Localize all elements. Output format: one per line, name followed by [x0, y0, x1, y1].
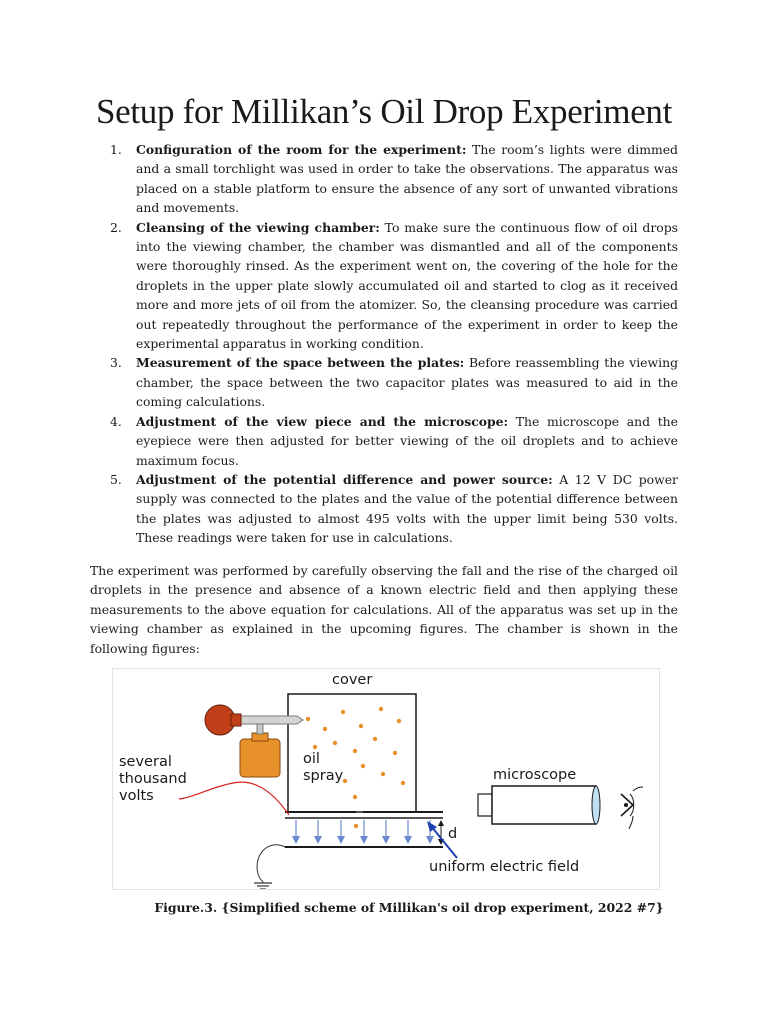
- list-item-heading: Adjustment of the potential difference and power source:: [136, 471, 553, 487]
- oil-droplet: [341, 710, 345, 714]
- oil-droplet: [333, 741, 337, 745]
- oil-droplet: [361, 764, 365, 768]
- electric-field-label: uniform electric field: [429, 859, 580, 875]
- oil-droplet: [373, 737, 377, 741]
- millikan-diagram: [112, 668, 660, 890]
- oil-droplet: [381, 772, 385, 776]
- microscope-eyepiece: [478, 794, 492, 816]
- list-item-heading: Measurement of the space between the plates:: [136, 355, 465, 371]
- list-number: 2.: [110, 219, 122, 235]
- list-item: [90, 140, 678, 218]
- eye-icon: [621, 787, 643, 829]
- field-arrow: [382, 820, 390, 844]
- volts-label-line-2: thousand: [119, 771, 187, 787]
- oil-droplet: [354, 824, 358, 828]
- diagram-svg: [113, 669, 659, 889]
- oil-droplet: [323, 727, 327, 731]
- high-voltage-wire: [179, 782, 289, 815]
- oil-droplet: [397, 719, 401, 723]
- setup-steps-list: [90, 140, 678, 548]
- ground-wire: [257, 845, 285, 883]
- oil-droplet: [401, 781, 405, 785]
- oil-droplet: [313, 745, 317, 749]
- microscope-label: microscope: [493, 767, 577, 783]
- oil-droplet: [393, 751, 397, 755]
- oil-droplet: [343, 779, 347, 783]
- volts-label-line-1: several: [119, 754, 172, 770]
- volts-label-line-3: volts: [119, 788, 154, 804]
- oil-droplet: [353, 795, 357, 799]
- list-item: [90, 412, 678, 470]
- figure-caption: Figure.3. {Simplified scheme of Millikan's oil drop experiment, 2022 #7}: [154, 900, 664, 915]
- list-item: [90, 470, 678, 548]
- cover-label: cover: [332, 672, 373, 688]
- page-title: Setup for Millikan’s Oil Drop Experiment: [95, 92, 673, 131]
- list-number: 1.: [110, 142, 122, 157]
- field-arrow: [360, 820, 368, 844]
- body-paragraph: The experiment was performed by carefully observing the fall and the rise of the charged oil droplets in the presence and absence of a known electric field and then applying these measurements to the above equation for calculations. All of the apparatus was set up in the viewing chamber as explained in the upcoming figures. The chamber is shown in the following figures:: [90, 563, 678, 656]
- field-arrow: [337, 820, 345, 844]
- oil-label: oil: [303, 751, 320, 767]
- list-item-heading: Configuration of the room for the experiment:: [136, 142, 467, 157]
- field-arrow: [404, 820, 412, 844]
- spray-label: spray: [303, 768, 344, 784]
- microscope-lens: [592, 786, 600, 824]
- field-arrow: [314, 820, 322, 844]
- oil-droplet: [379, 707, 383, 711]
- list-item-text: To make sure the continuous flow of oil drops into the viewing chamber, the chamber was dismantled and all of the components were thoroughly rinsed. As the experiment went on, the covering of the hole for the droplets in the upper plate slowly accumulated oil and started to clog as it received more and more jets of oil from the atomizer. So, the cleansing procedure was carried out repeatedly throughout the performance of the experiment in order to keep the experimental apparatus in working condition.: [136, 219, 678, 352]
- microscope: [478, 786, 600, 824]
- list-item: [90, 353, 678, 411]
- list-item-text: A 12 V DC power supply was connected to the plates and the value of the potential difference between the plates was adjusted to almost 495 volts with the upper limit being 530 volts. These readings were taken for use in calculations.: [136, 471, 678, 546]
- spacing-d-label: d: [448, 826, 458, 842]
- list-number: 4.: [110, 413, 122, 429]
- bulb-neck: [231, 714, 241, 726]
- microscope-tube: [492, 786, 596, 824]
- ground-symbol: [254, 883, 272, 889]
- list-item-text: The room’s lights were dimmed and a small torchlight was used in order to take the observations. The apparatus was placed on a stable platform to ensure the absence of any sort of unwanted vibrations and movements.: [136, 142, 678, 216]
- field-arrow: [292, 820, 300, 844]
- list-number: 3.: [110, 355, 122, 371]
- list-item-heading: Cleansing of the viewing chamber:: [136, 219, 380, 235]
- list-item-text: The microscope and the eyepiece were then adjusted for better viewing of the oil droplets and to achieve maximum focus.: [136, 413, 678, 468]
- oil-droplet: [306, 717, 310, 721]
- list-item-heading: Adjustment of the view piece and the microscope:: [136, 413, 509, 429]
- list-item: [90, 218, 678, 354]
- list-number: 5.: [110, 471, 122, 487]
- field-arrows: [292, 820, 434, 844]
- atomizer-body: [240, 739, 280, 777]
- oil-droplet: [359, 724, 363, 728]
- oil-droplet: [353, 749, 357, 753]
- list-item-text: Before reassembling the viewing chamber, the space between the two capacitor plates was measured to aid in the coming calculations.: [136, 355, 678, 410]
